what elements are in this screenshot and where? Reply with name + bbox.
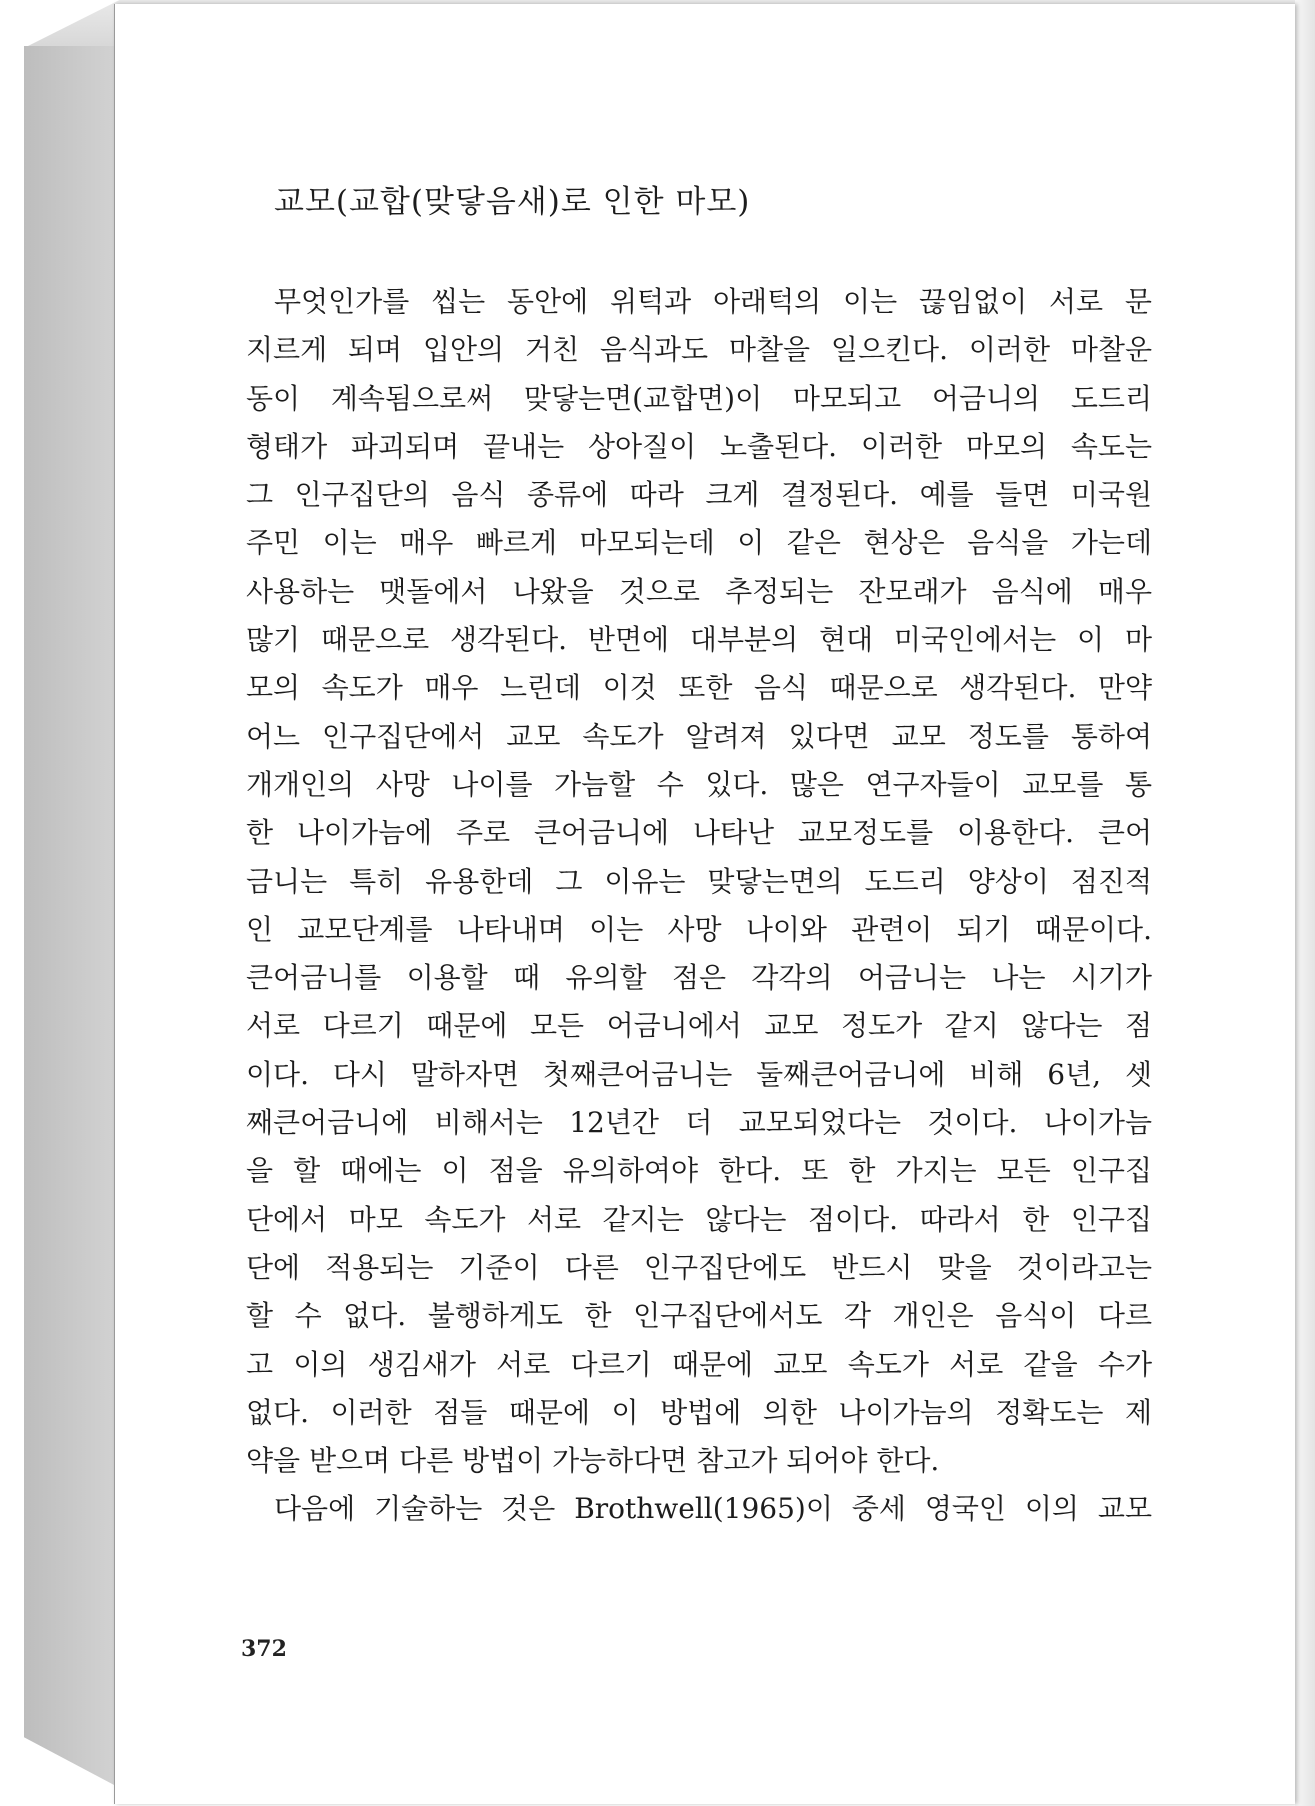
paragraph-1 xyxy=(246,278,1152,1485)
book-spine xyxy=(24,46,116,1786)
text-line: 형태가 파괴되며 끝내는 상아질이 노출된다. 이러한 마모의 속도는 xyxy=(246,429,1152,463)
text-line: 없다. 이러한 점들 때문에 이 방법에 의한 나이가늠의 정확도는 제 xyxy=(246,1395,1152,1429)
text-line: 그 인구집단의 음식 종류에 따라 크게 결정된다. 예를 들면 미국원 xyxy=(246,478,1152,512)
text-line: 동이 계속됨으로써 맞닿는면(교합면)이 마모되고 어금니의 도드리 xyxy=(246,381,1152,415)
text-line: 주민 이는 매우 빠르게 마모되는데 이 같은 현상은 음식을 가는데 xyxy=(246,526,1152,560)
text-line: 약을 받으며 다른 방법이 가능하다면 참고가 되어야 한다. xyxy=(246,1444,940,1478)
text-line: 서로 다르기 때문에 모든 어금니에서 교모 정도가 같지 않다는 점 xyxy=(246,1009,1152,1043)
text-line: 많기 때문으로 생각된다. 반면에 대부분의 현대 미국인에서는 이 마 xyxy=(246,623,1152,657)
body-text xyxy=(246,278,1152,1534)
text-line: 큰어금니를 이용할 때 유의할 점은 각각의 어금니는 나는 시기가 xyxy=(246,961,1152,995)
text-line: 고 이의 생김새가 서로 다르기 때문에 교모 속도가 서로 같을 수가 xyxy=(246,1347,1152,1381)
text-line: 금니는 특히 유용한데 그 이유는 맞닿는면의 도드리 양상이 점진적 xyxy=(246,864,1152,898)
section-heading: 교모(교합(맞닿음새)로 인한 마모) xyxy=(274,184,751,220)
page-right-edge xyxy=(1295,0,1315,1806)
text-line: 단에서 마모 속도가 서로 같지는 않다는 점이다. 따라서 한 인구집 xyxy=(246,1202,1152,1236)
text-line: 모의 속도가 매우 느린데 이것 또한 음식 때문으로 생각된다. 만약 xyxy=(246,671,1152,705)
text-line: 다음에 기술하는 것은 Brothwell(1965)이 중세 영국인 이의 교모 xyxy=(274,1492,1152,1526)
text-line: 사용하는 맷돌에서 나왔을 것으로 추정되는 잔모래가 음식에 매우 xyxy=(246,574,1152,608)
text-line: 이다. 다시 말하자면 첫째큰어금니는 둘째큰어금니에 비해 6년, 셋 xyxy=(246,1057,1152,1091)
text-line: 무엇인가를 씹는 동안에 위턱과 아래턱의 이는 끊임없이 서로 문 xyxy=(274,285,1152,318)
text-line: 지르게 되며 입안의 거친 음식과도 마찰을 일으킨다. 이러한 마찰운 xyxy=(246,333,1152,367)
text-line: 어느 인구집단에서 교모 속도가 알려져 있다면 교모 정도를 통하여 xyxy=(246,719,1152,753)
page-number: 372 xyxy=(241,1636,287,1662)
paragraph-2 xyxy=(246,1485,1152,1533)
text-line: 개개인의 사망 나이를 가늠할 수 있다. 많은 연구자들이 교모를 통 xyxy=(246,767,1152,801)
text-line: 할 수 없다. 불행하게도 한 인구집단에서도 각 개인은 음식이 다르 xyxy=(246,1299,1152,1333)
text-line: 한 나이가늠에 주로 큰어금니에 나타난 교모정도를 이용한다. 큰어 xyxy=(246,816,1152,850)
text-line: 째큰어금니에 비해서는 12년간 더 교모되었다는 것이다. 나이가늠 xyxy=(246,1106,1152,1140)
text-line: 을 할 때에는 이 점을 유의하여야 한다. 또 한 가지는 모든 인구집 xyxy=(246,1154,1152,1188)
text-line: 단에 적용되는 기준이 다른 인구집단에도 반드시 맞을 것이라고는 xyxy=(246,1250,1152,1284)
text-line: 인 교모단계를 나타내며 이는 사망 나이와 관련이 되기 때문이다. xyxy=(246,912,1152,946)
